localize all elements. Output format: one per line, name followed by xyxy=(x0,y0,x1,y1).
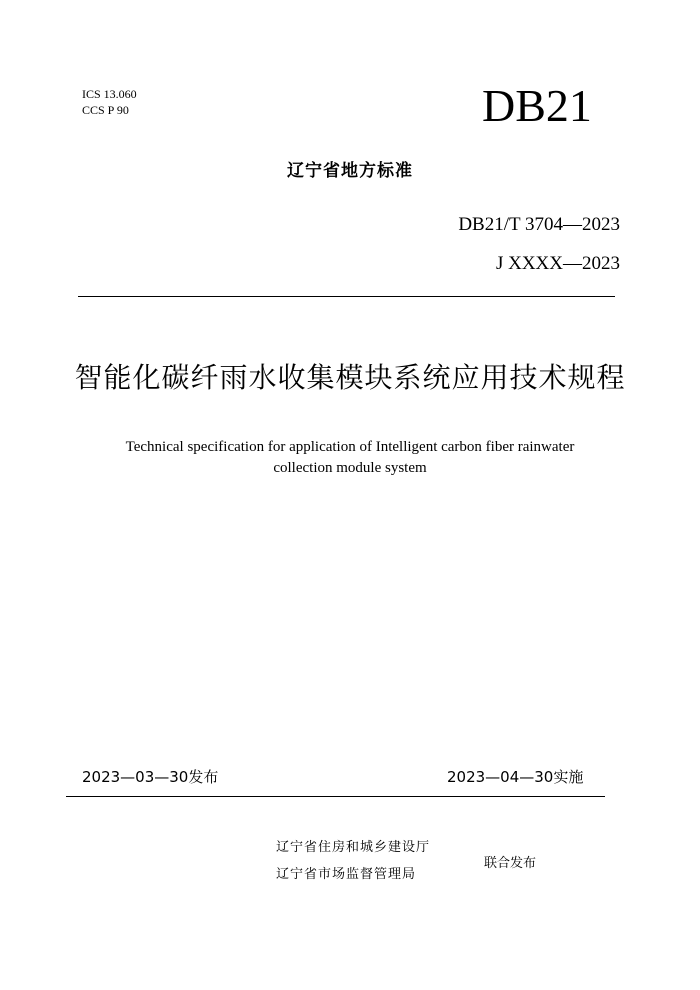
title-english-line2: collection module system xyxy=(273,460,427,476)
issuer-housing-dept: 辽宁省住房和城乡建设厅 xyxy=(276,840,431,855)
issue-date: 2023—03—30发布 xyxy=(82,768,219,786)
title-chinese: 智能化碳纤雨水收集模块系统应用技术规程 xyxy=(74,361,626,394)
j-number: J XXXX—2023 xyxy=(495,253,620,274)
joint-issue-label: 联合发布 xyxy=(484,856,537,871)
standard-type-label: 辽宁省地方标准 xyxy=(287,161,413,181)
title-english xyxy=(60,437,640,479)
standard-code-large: DB21 xyxy=(482,80,592,131)
top-divider xyxy=(78,296,615,297)
standard-number: DB21/T 3704—2023 xyxy=(458,214,620,235)
bottom-divider xyxy=(66,796,605,797)
issuer-market-bureau: 辽宁省市场监督管理局 xyxy=(276,867,417,882)
classification-codes xyxy=(82,86,137,118)
ccs-code: CCS P 90 xyxy=(82,103,129,117)
ics-code: ICS 13.060 xyxy=(82,87,137,101)
title-english-line1: Technical specification for application of Intelligent carbon fiber rainwater xyxy=(125,439,575,455)
implementation-date: 2023—04—30实施 xyxy=(447,768,584,786)
